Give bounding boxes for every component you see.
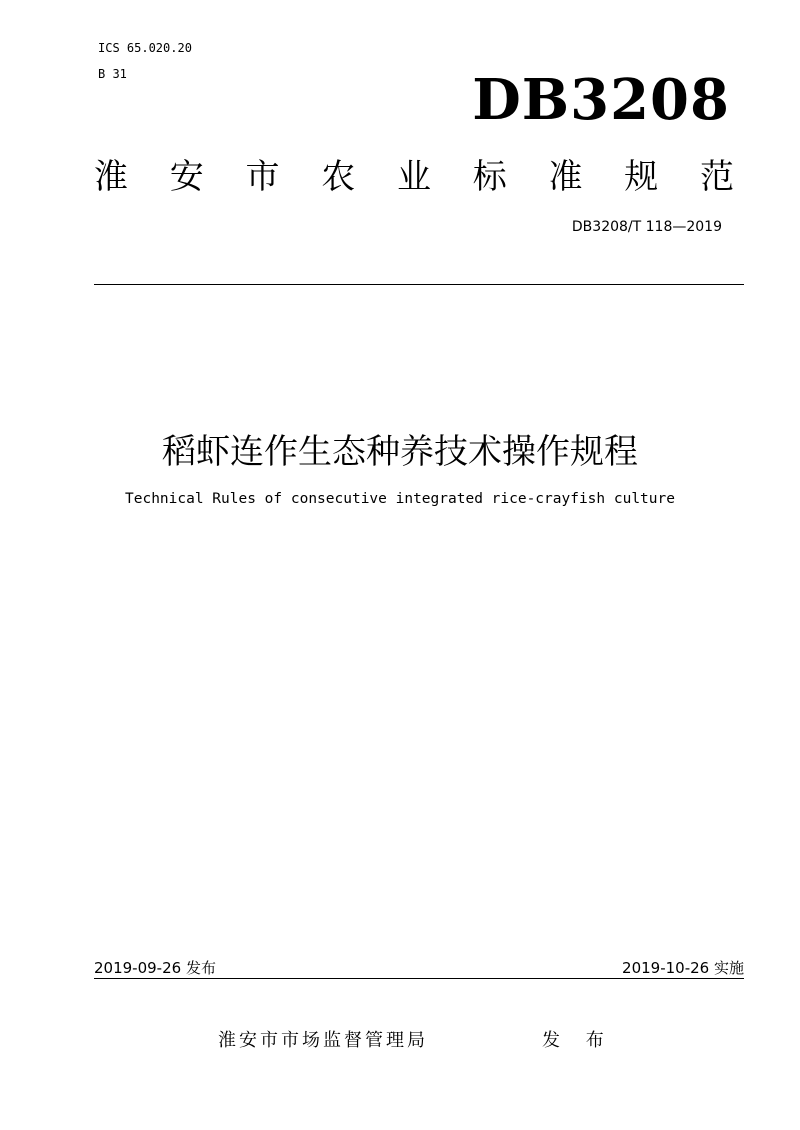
document-title-chinese: 稻虾连作生态种养技术操作规程 (162, 432, 638, 472)
standard-number: DB3208/T 118—2019 (571, 219, 722, 235)
header-divider (94, 284, 744, 285)
standard-type-char: 市 (245, 157, 280, 197)
standard-type-char: 标 (472, 157, 507, 197)
implementation-date: 2019-10-26 实施 (622, 959, 744, 977)
footer-divider (94, 978, 744, 979)
standard-type-char: 规 (624, 157, 659, 197)
standard-type-heading (94, 154, 734, 200)
standard-type-char: 准 (548, 157, 583, 197)
standard-type-char: 范 (700, 157, 734, 197)
standard-type-char: 安 (169, 157, 204, 197)
publish-label: 发 布 (542, 1030, 614, 1051)
standard-logo: DB3208 (472, 67, 730, 133)
document-title-english: Technical Rules of consecutive integrated rice-crayfish culture (125, 491, 675, 507)
standard-type-char: 淮 (94, 157, 128, 197)
issue-date: 2019-09-26 发布 (94, 959, 216, 977)
ccs-code: B 31 (98, 67, 127, 81)
standard-type-char: 农 (321, 157, 356, 197)
publisher-name: 淮安市市场监督管理局 (218, 1030, 428, 1051)
standard-type-char: 业 (397, 157, 431, 197)
ics-code: ICS 65.020.20 (98, 41, 192, 55)
